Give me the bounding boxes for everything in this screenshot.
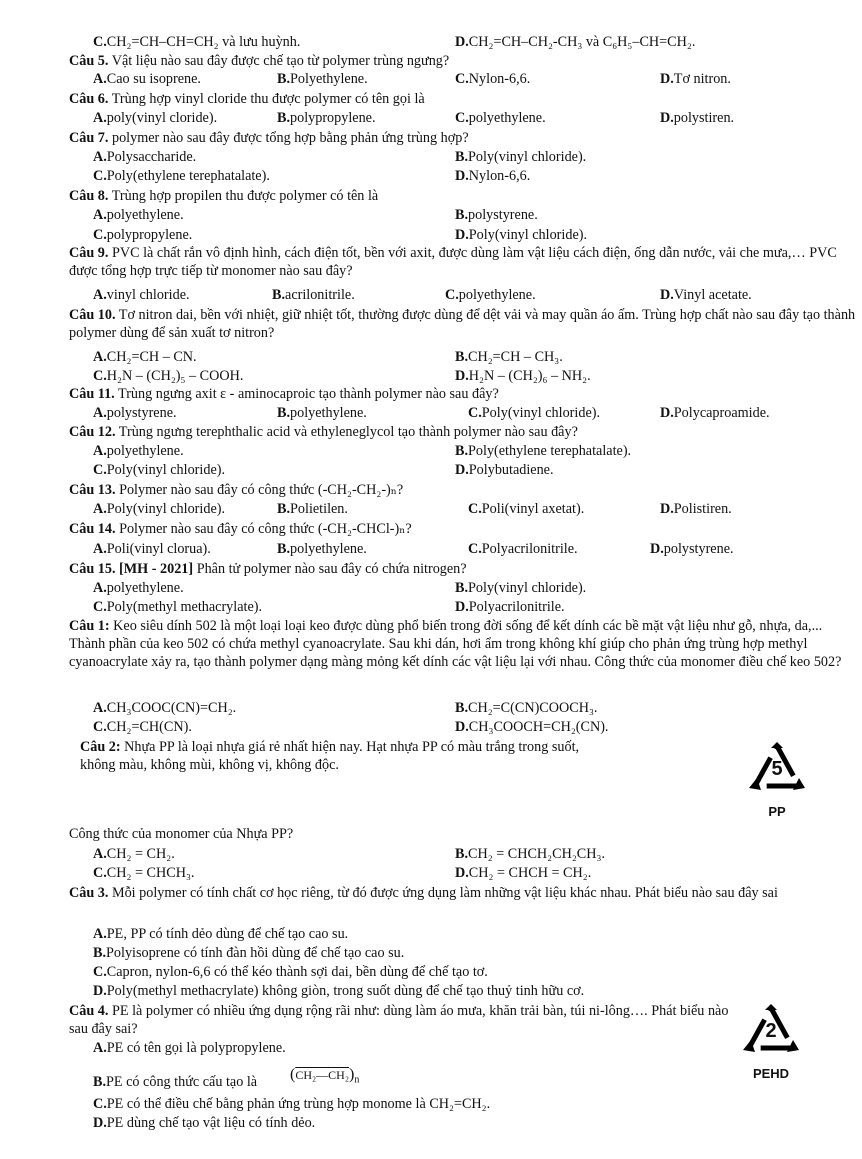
- option-letter: D.: [660, 287, 674, 303]
- option-letter: B.: [455, 580, 469, 596]
- question-label: Câu 1:: [69, 618, 110, 634]
- option-text: polyethylene.: [106, 580, 184, 596]
- option: [93, 168, 270, 185]
- option-letter: A.: [93, 580, 107, 596]
- option: [93, 541, 211, 558]
- option-letter: A.: [93, 287, 107, 303]
- option-text: CH₂=CH–CH=CH₂ và lưu huỳnh.: [106, 34, 301, 50]
- question-text: Trùng hợp vinyl cloride thu được polymer có tên gọi là: [108, 91, 425, 107]
- option-text: Tơ nitron.: [673, 71, 731, 87]
- question-label: Câu 3.: [69, 885, 109, 901]
- option-letter: D.: [660, 71, 674, 87]
- option: [455, 34, 695, 51]
- option: [93, 227, 192, 244]
- option-text: CH₂=CH(CN).: [106, 719, 192, 735]
- option: [93, 599, 262, 616]
- option: [93, 1096, 490, 1113]
- option-text: Poly(vinyl chloride).: [106, 462, 226, 478]
- option-letter: B.: [455, 349, 469, 365]
- question-label: Câu 11.: [69, 386, 115, 402]
- option-text: polypropylene.: [106, 227, 193, 243]
- option-text: Polyisoprene có tính đàn hồi dùng để chế tạo cao su.: [106, 945, 405, 961]
- option: [455, 227, 587, 244]
- question-text: Vật liệu nào sau đây được chế tạo từ polymer trùng ngưng?: [108, 53, 450, 69]
- option-letter: D.: [455, 227, 469, 243]
- option-text: CH₂=CH – CH₃.: [468, 349, 563, 365]
- option-letter: B.: [455, 443, 469, 459]
- option: [272, 287, 355, 304]
- question-label: Câu 12.: [69, 424, 116, 440]
- option-letter: B.: [93, 1074, 107, 1090]
- option-letter: A.: [93, 349, 107, 365]
- option-text: Polistiren.: [673, 501, 732, 517]
- option-text: Poly(vinyl chloride).: [468, 580, 587, 596]
- option-letter: D.: [455, 368, 469, 384]
- question-text: Phân tử polymer nào sau đây có chứa nitrogen?: [193, 561, 467, 577]
- question-text: PVC là chất rắn vô định hình, cách điện tốt, bền với axit, được dùng làm vật liệu cách điện, ống dẫn nước, vải che mưa,… PVC được tổng hợp trực tiếp từ monomer nào sau đây?: [69, 245, 837, 279]
- option-text: CH₂=CH–CH₂-CH₃ và C₆H₅–CH=CH₂.: [468, 34, 696, 50]
- option-text: PE dùng chế tạo vật liệu có tính dẻo.: [106, 1115, 316, 1131]
- option-text: Nylon-6,6.: [468, 71, 531, 87]
- option: [93, 207, 184, 224]
- option: [455, 846, 605, 863]
- option-letter: B.: [455, 149, 469, 165]
- option-letter: D.: [455, 168, 469, 184]
- option: [660, 501, 732, 518]
- question-label: Câu 6.: [69, 91, 109, 107]
- option-letter: B.: [272, 287, 286, 303]
- option: [93, 405, 177, 422]
- option-text: polyethylene.: [106, 207, 184, 223]
- option-text: Poly(ethylene terephatalate).: [106, 168, 270, 184]
- option-letter: C.: [93, 599, 107, 615]
- option-text: Poly(vinyl chloride).: [106, 501, 226, 517]
- option-text: Poly(ethylene terephatalate).: [468, 443, 632, 459]
- option: [455, 580, 586, 597]
- question-label: Câu 15. [MH - 2021]: [69, 561, 194, 577]
- question-c2: [80, 738, 590, 774]
- option-text: Poly(methyl methacrylate).: [106, 599, 263, 615]
- formula-text: CH₂—CH₂: [295, 1068, 350, 1082]
- option-letter: D.: [660, 110, 674, 126]
- option-text: Poli(vinyl axetat).: [481, 501, 585, 517]
- option: [93, 349, 197, 366]
- question-text: Trùng ngưng terephthalic acid và ethyleneglycol tạo thành polymer nào sau đây?: [115, 424, 578, 440]
- question-13: [69, 482, 403, 499]
- option: [93, 34, 300, 51]
- option: [93, 846, 175, 863]
- option-letter: C.: [93, 34, 107, 50]
- option: [455, 168, 530, 185]
- option: [455, 110, 546, 127]
- option: [93, 110, 217, 127]
- question-text: Trùng ngưng axit ε - aminocaproic tạo thành polymer nào sau đây?: [114, 386, 499, 402]
- option-text: Poly(methyl methacrylate) không giòn, trong suốt dùng để chế tạo thuỷ tinh hữu cơ.: [106, 983, 585, 999]
- option-letter: A.: [93, 846, 107, 862]
- option-text: Nylon-6,6.: [468, 168, 531, 184]
- option-letter: C.: [93, 462, 107, 478]
- option-text: H₂N – (CH₂)₆ – NH₂.: [468, 368, 591, 384]
- question-10: [69, 306, 859, 342]
- option: [93, 501, 225, 518]
- option-text: Polyacrilonitrile.: [481, 541, 578, 557]
- option: [93, 983, 584, 1000]
- option: [455, 349, 563, 366]
- question-c4: [69, 1002, 729, 1038]
- option-text: Polyacrilonitrile.: [468, 599, 565, 615]
- option: [93, 700, 236, 717]
- option-text: polyethylene.: [290, 405, 367, 421]
- recycle-label: PEHD: [752, 1066, 790, 1081]
- option-letter: D.: [93, 983, 107, 999]
- option: [277, 110, 376, 127]
- question-14: [69, 521, 412, 538]
- option-letter: C.: [455, 71, 469, 87]
- option-text: CH₂ = CHCH₂CH₂CH₃.: [468, 846, 605, 862]
- option-letter: B.: [277, 405, 291, 421]
- option-text: polyethylene.: [106, 443, 184, 459]
- option-letter: D.: [660, 405, 674, 421]
- option-text: PE, PP có tính dẻo dùng để chế tạo cao su.: [106, 926, 349, 942]
- option-text: acrilonitrile.: [285, 287, 355, 303]
- question-c3: [69, 884, 859, 902]
- option-letter: A.: [93, 1040, 107, 1056]
- option-text: PE có thể điều chế bằng phản ứng trùng hợp monome là CH₂=CH₂.: [106, 1096, 491, 1112]
- question-label: Câu 2:: [80, 739, 121, 755]
- option: [93, 926, 348, 943]
- option-text: Cao su isoprene.: [106, 71, 201, 87]
- option-letter: B.: [93, 945, 107, 961]
- option-text: CH₂ = CH₂.: [106, 846, 175, 862]
- question-label: Câu 5.: [69, 53, 109, 69]
- formula-subscript: n: [354, 1074, 360, 1086]
- option: [660, 71, 731, 88]
- option: [468, 501, 584, 518]
- option: [93, 1115, 315, 1132]
- question-line: [69, 53, 449, 70]
- question-15: [69, 561, 467, 578]
- option-letter: D.: [455, 865, 469, 881]
- option: [650, 541, 734, 558]
- option: [660, 287, 752, 304]
- option-letter: C.: [93, 964, 107, 980]
- option-letter: A.: [93, 700, 107, 716]
- option: [277, 405, 367, 422]
- option-text: Capron, nylon-6,6 có thể kéo thành sợi dai, bền dùng để chế tạo tơ.: [106, 964, 488, 980]
- option: [455, 207, 538, 224]
- question-12: [69, 424, 578, 441]
- option-letter: B.: [277, 501, 291, 517]
- option-text: Poly(vinyl chloride).: [468, 149, 587, 165]
- option: [93, 71, 201, 88]
- option-text: polyethylene.: [290, 541, 367, 557]
- question-text: Trùng hợp propilen thu được polymer có tên là: [108, 188, 379, 204]
- option: [93, 443, 184, 460]
- option: [455, 599, 565, 616]
- option-text: polypropylene.: [290, 110, 376, 126]
- option-text: vinyl chloride.: [106, 287, 190, 303]
- option-letter: C.: [455, 110, 469, 126]
- question-text: Tơ nitron dai, bền với nhiệt, giữ nhiệt tốt, thường được dùng để dệt vải và may quần áo ấm. Trùng hợp chất nào sau đây tạo thành polymer dùng để sản xuất tơ nitron?: [69, 307, 856, 341]
- option: [455, 149, 586, 166]
- option-letter: A.: [93, 71, 107, 87]
- option-letter: B.: [277, 71, 291, 87]
- option-letter: A.: [93, 405, 107, 421]
- option: [93, 1074, 257, 1091]
- question-label: Câu 9.: [69, 245, 109, 261]
- option: [93, 368, 243, 385]
- question-label: Câu 10.: [69, 307, 116, 323]
- question-text: Polymer nào sau đây có công thức (-CH₂-CHCl-)ₙ?: [115, 521, 412, 537]
- option: [93, 580, 184, 597]
- option: [93, 865, 194, 882]
- option-letter: C.: [445, 287, 459, 303]
- option-letter: D.: [660, 501, 674, 517]
- option-text: CH₂ = CHCH₃.: [106, 865, 195, 881]
- option-text: Polietilen.: [290, 501, 348, 517]
- option-letter: C.: [93, 227, 107, 243]
- option: [455, 443, 631, 460]
- option-letter: D.: [455, 462, 469, 478]
- option-letter: A.: [93, 541, 107, 557]
- option-text: CH₃COOCH=CH₂(CN).: [468, 719, 609, 735]
- option: [468, 405, 600, 422]
- question-label: Câu 8.: [69, 188, 109, 204]
- option: [455, 71, 530, 88]
- option-letter: C.: [93, 719, 107, 735]
- option-letter: D.: [93, 1115, 107, 1131]
- option-text: Poli(vinyl clorua).: [106, 541, 211, 557]
- option: [93, 945, 404, 962]
- question-11: [69, 386, 499, 403]
- option-text: polystyrene.: [106, 405, 177, 421]
- recycle-number: 5: [771, 758, 783, 780]
- option-text: CH₂=CH – CN.: [106, 349, 197, 365]
- option-letter: C.: [468, 405, 482, 421]
- option: [468, 541, 578, 558]
- question-label: Câu 13.: [69, 482, 116, 498]
- option-text: CH₂ = CHCH = CH₂.: [468, 865, 592, 881]
- option-letter: B.: [277, 110, 291, 126]
- question-9: [69, 244, 859, 280]
- question-label: Câu 14.: [69, 521, 116, 537]
- option: [277, 501, 348, 518]
- option: [455, 368, 591, 385]
- option-letter: B.: [455, 700, 469, 716]
- option-letter: C.: [93, 168, 107, 184]
- option: [93, 149, 196, 166]
- option: [455, 700, 597, 717]
- question-text: polymer nào sau đây được tổng hợp bằng phản ứng trùng hợp?: [108, 130, 469, 146]
- recycle-logo-pehd: [741, 1002, 801, 1082]
- option-letter: D.: [650, 541, 664, 557]
- option-text: Polycaproamide.: [673, 405, 770, 421]
- option-text: Polysaccharide.: [106, 149, 197, 165]
- question-line: [69, 188, 378, 205]
- option: [445, 287, 536, 304]
- option-text: PE có công thức cấu tạo là: [106, 1074, 258, 1090]
- pe-structural-formula: [290, 1066, 359, 1085]
- option-letter: D.: [455, 34, 469, 50]
- option: [455, 719, 608, 736]
- option-letter: A.: [93, 149, 107, 165]
- recycle-logo-pp: [747, 740, 807, 820]
- option: [93, 1040, 286, 1057]
- question-c2-prompt: Công thức của monomer của Nhựa PP?: [69, 826, 294, 842]
- question-line: [69, 130, 469, 147]
- option-letter: C.: [93, 865, 107, 881]
- option: [277, 71, 368, 88]
- formula-bracket-left: (: [290, 1066, 296, 1083]
- option-text: Vinyl acetate.: [673, 287, 752, 303]
- question-text: Nhựa PP là loại nhựa giá rẻ nhất hiện nay. Hạt nhựa PP có màu trắng trong suốt, không màu, không mùi, không vị, không độc.: [80, 739, 580, 773]
- formula-bracket-right: ): [349, 1066, 355, 1083]
- option: [93, 287, 190, 304]
- recycle-label: PP: [768, 804, 786, 819]
- option-letter: A.: [93, 501, 107, 517]
- option-text: polyethylene.: [458, 287, 536, 303]
- option: [93, 719, 192, 736]
- question-label: Câu 7.: [69, 130, 109, 146]
- question-text: Keo siêu dính 502 là một loại loại keo được dùng phổ biến trong đời sống để kết dính các bề mặt vật liệu như gỗ, nhựa, da,... Thành phần của keo 502 có chứa methyl cyanoacrylate. Sau khi dán, hơi ẩm trong không khí giúp cho phản ứng trùng hợp methyl cyanoacrylate xảy ra, tạo thành polymer dạng màng mỏng kết dính các vật liệu lại với nhau. Công thức của monomer điều chế keo 502?: [69, 618, 842, 670]
- option-text: polystyrene.: [663, 541, 734, 557]
- option-letter: C.: [93, 368, 107, 384]
- option-letter: A.: [93, 926, 107, 942]
- option: [660, 110, 734, 127]
- option-letter: A.: [93, 207, 107, 223]
- option-letter: C.: [93, 1096, 107, 1112]
- option-text: PE có tên gọi là polypropylene.: [106, 1040, 286, 1056]
- question-line: [69, 91, 425, 108]
- option-letter: A.: [93, 110, 107, 126]
- question-text: PE là polymer có nhiều ứng dụng rộng rãi như: dùng làm áo mưa, khăn trải bàn, túi ni-lông…. Phát biểu nào sau đây sai?: [69, 1003, 729, 1037]
- option-letter: D.: [455, 719, 469, 735]
- option: [455, 462, 554, 479]
- option-text: H₂N – (CH₂)₅ – COOH.: [106, 368, 244, 384]
- option: [660, 405, 770, 422]
- option-letter: B.: [455, 846, 469, 862]
- question-c1: [69, 617, 859, 671]
- option: [93, 964, 488, 981]
- option-text: Polybutadiene.: [468, 462, 554, 478]
- option-text: polystyrene.: [468, 207, 538, 223]
- option-text: polystiren.: [673, 110, 735, 126]
- option-letter: C.: [468, 541, 482, 557]
- option: [93, 462, 225, 479]
- option-text: Polyethylene.: [290, 71, 368, 87]
- option-letter: B.: [277, 541, 291, 557]
- recycle-number: 2: [765, 1020, 777, 1042]
- option-letter: B.: [455, 207, 469, 223]
- question-label: Câu 4.: [69, 1003, 109, 1019]
- option-letter: D.: [455, 599, 469, 615]
- option-text: polyethylene.: [468, 110, 546, 126]
- option-text: poly(vinyl cloride).: [106, 110, 218, 126]
- question-text: Mỗi polymer có tính chất cơ học riêng, từ đó được ứng dụng làm những vật liệu khác nhau. Phát biểu nào sau đây sai: [108, 885, 778, 901]
- option-text: Poly(vinyl chloride).: [481, 405, 601, 421]
- option-text: Poly(vinyl chloride).: [468, 227, 588, 243]
- question-text: Polymer nào sau đây có công thức (-CH₂-CH₂-)ₙ?: [115, 482, 404, 498]
- option: [455, 865, 591, 882]
- option-text: CH₃COOC(CN)=CH₂.: [106, 700, 237, 716]
- option: [277, 541, 367, 558]
- option-letter: C.: [468, 501, 482, 517]
- option-text: CH₂=C(CN)COOCH₃.: [468, 700, 598, 716]
- option-letter: A.: [93, 443, 107, 459]
